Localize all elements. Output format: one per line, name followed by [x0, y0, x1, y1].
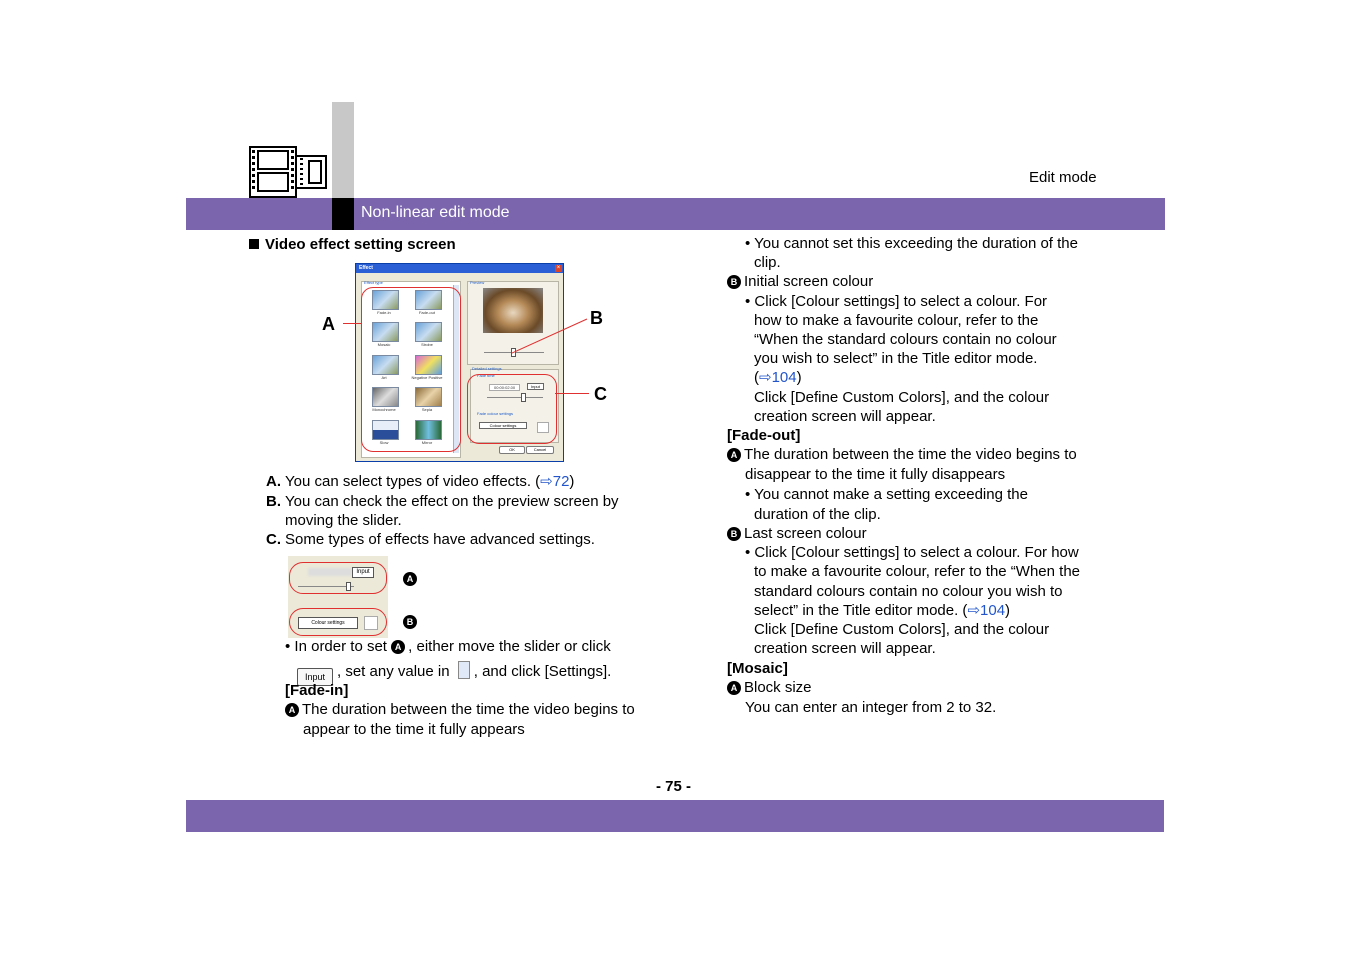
- callout-line-a: [343, 323, 361, 324]
- fade-out-heading: [Fade-out]: [727, 427, 801, 444]
- right-line-21: select” in the Title editor mode. (⇨104): [754, 602, 1011, 619]
- effect-window-screenshot: Effect × Effect type Fade-in Fade-out Mosaic Strobe Art Negative Positive Monochrome Sepia Slow Mirror Preview Detailed settings Fade time 00:00:02.00 Input Fade colour settings Colour settings OK Cancel: [355, 263, 564, 462]
- right-line-6: “When the standard colours contain no colour: [754, 331, 1057, 348]
- close-icon: ×: [556, 265, 561, 271]
- block-size-desc: You can enter an integer from 2 to 32.: [745, 699, 997, 716]
- badge-b-icon: B: [727, 275, 741, 289]
- mini-callout-box-b: [289, 608, 387, 636]
- fade-in-a-line-2: appear to the time it fully appears: [303, 721, 525, 738]
- right-line-9: Click [Define Custom Colors], and the colour: [754, 389, 1050, 406]
- item-a-text: You can select types of video effects. (⇨72): [285, 473, 575, 490]
- film-strip-icon: [249, 146, 329, 198]
- right-line-4: • Click [Colour settings] to select a colour. For: [745, 293, 1048, 310]
- page-number: - 75 -: [656, 778, 692, 795]
- badge-a-icon: A: [727, 681, 741, 695]
- header-band-dark-tab: [332, 198, 354, 230]
- right-line-10: creation screen will appear.: [754, 408, 936, 425]
- last-colour-label: B Last screen colour: [727, 524, 867, 543]
- ok-button: OK: [499, 446, 525, 454]
- right-line-7: you wish to select” in the Title editor mode.: [754, 350, 1038, 367]
- item-c-key: C.: [266, 531, 281, 548]
- mini-badge-a: A: [403, 570, 420, 588]
- badge-a-icon: A: [285, 703, 299, 717]
- item-b-text: You can check the effect on the preview screen by: [285, 493, 619, 510]
- footer-band: [186, 800, 1164, 832]
- section-title: Edit mode: [1029, 169, 1097, 186]
- instruction-line-1: • In order to set A , either move the slider or click: [285, 638, 611, 655]
- badge-b-icon: B: [727, 527, 741, 541]
- item-b-text-2: moving the slider.: [285, 512, 402, 529]
- right-line-8: (⇨104): [754, 369, 802, 386]
- page-link-72[interactable]: 72: [552, 473, 570, 490]
- right-line-15: • You cannot make a setting exceeding the: [745, 486, 1028, 503]
- item-c-text: Some types of effects have advanced settings.: [285, 531, 595, 548]
- section-heading: Video effect setting screen: [249, 235, 456, 254]
- right-line-19: to make a favourite colour, refer to the “When the: [754, 563, 1081, 580]
- right-line-18: • Click [Colour settings] to select a colour. For how: [745, 544, 1079, 561]
- badge-a-icon: A: [727, 448, 741, 462]
- mini-badge-b: B: [403, 613, 420, 631]
- badge-a-icon: A: [391, 640, 405, 654]
- initial-colour-label: B Initial screen colour: [727, 272, 873, 291]
- arrow-icon: ⇨: [967, 602, 981, 619]
- instruction-line-2: Input , set any value in , and click [Settings].: [285, 661, 611, 686]
- callout-box-a: [361, 287, 461, 452]
- mosaic-heading: [Mosaic]: [727, 660, 788, 677]
- callout-a-label: A: [322, 314, 335, 334]
- page-link-104-b[interactable]: 104: [980, 602, 1006, 619]
- right-line-20: standard colours contain no colour you wish to: [754, 583, 1063, 600]
- callout-b-label: B: [590, 308, 603, 328]
- effect-type-panel: Effect type: [361, 281, 461, 458]
- right-line-16: duration of the clip.: [754, 506, 881, 523]
- cancel-button: Cancel: [526, 446, 554, 454]
- mini-callout-box-a: [289, 562, 387, 594]
- callout-line-b: [512, 318, 588, 354]
- arrow-icon: ⇨: [540, 473, 553, 490]
- mini-colour-settings-button: Colour settings: [298, 617, 358, 629]
- right-line-22: Click [Define Custom Colors], and the colour: [754, 621, 1050, 638]
- callout-line-c: [555, 393, 589, 394]
- detailed-settings-panel: Detailed settings Fade time 00:00:02.00 Input Fade colour settings Colour settings: [470, 369, 559, 443]
- page-link-104[interactable]: 104: [771, 369, 797, 386]
- square-bullet-icon: [249, 239, 259, 249]
- callout-box-c: [467, 374, 557, 444]
- fade-in-heading: [Fade-in]: [285, 682, 349, 699]
- fade-out-a-line-1: A The duration between the time the video begins to: [727, 445, 1077, 464]
- subsection-title: Non-linear edit mode: [361, 204, 510, 221]
- right-line-23: creation screen will appear.: [754, 640, 936, 657]
- right-line-1: • You cannot set this exceeding the duration of the: [745, 235, 1078, 252]
- fade-in-a-line-1: A The duration between the time the video begins to: [285, 700, 635, 719]
- item-a-key: A.: [266, 473, 281, 490]
- spin-control-icon: [458, 661, 470, 679]
- input-button-icon: Input: [297, 668, 333, 686]
- mini-input-button: Input: [352, 567, 374, 578]
- right-line-5: how to make a favourite colour, refer to the: [754, 312, 1039, 329]
- preview-panel: Preview: [467, 281, 559, 365]
- right-line-2: clip.: [754, 254, 781, 271]
- callout-c-label: C: [594, 384, 607, 404]
- block-size-label: A Block size: [727, 678, 812, 697]
- arrow-icon: ⇨: [759, 369, 772, 386]
- fade-out-a-line-2: disappear to the time it fully disappears: [745, 466, 1006, 483]
- window-titlebar: Effect ×: [356, 264, 563, 273]
- item-b-key: B.: [266, 493, 281, 510]
